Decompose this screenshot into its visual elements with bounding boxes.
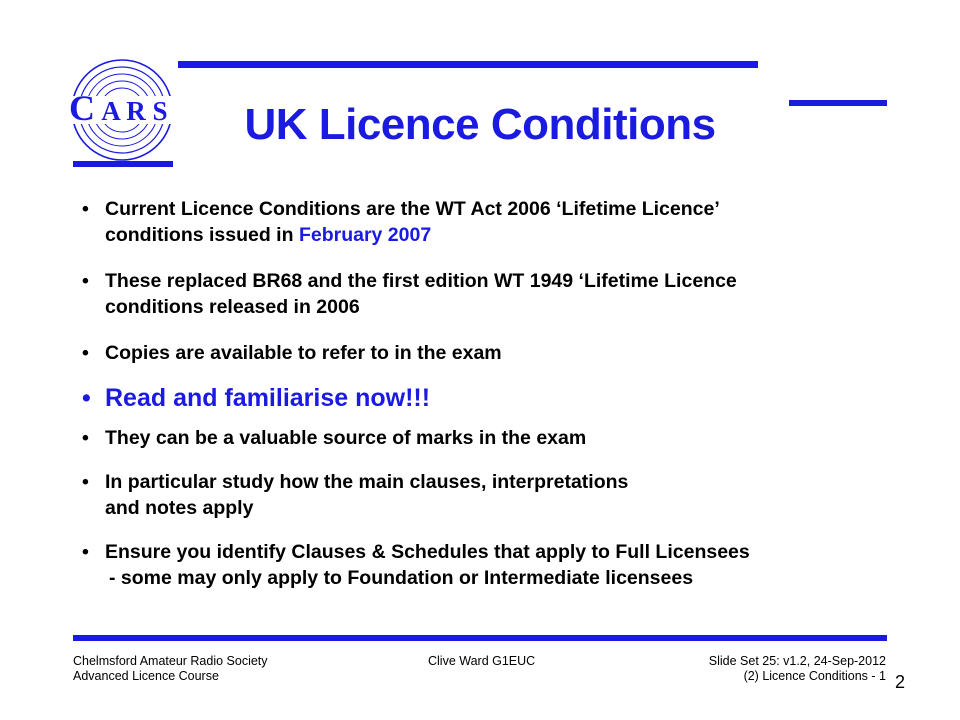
bullet-dot: • — [82, 427, 89, 449]
bullet-item — [82, 196, 942, 248]
bullet-text: Copies are available to refer to in the exam — [105, 342, 502, 364]
header-rule-top — [178, 61, 758, 68]
footer-course: Advanced Licence Course — [73, 669, 219, 683]
bullet-text: These replaced BR68 and the first edition WT 1949 ‘Lifetime Licence — [105, 270, 737, 292]
bullet-item-emphasis — [82, 383, 942, 413]
page-number: 2 — [895, 672, 906, 692]
bullet-dot: • — [82, 270, 89, 292]
bullet-text: Current Licence Conditions are the WT Act 2006 ‘Lifetime Licence’ — [105, 198, 720, 220]
bullet-dot: • — [82, 471, 89, 493]
bullet-list — [82, 196, 942, 591]
bullet-item — [82, 268, 942, 320]
footer-rule — [73, 635, 887, 641]
slide-title: UK Licence Conditions — [244, 100, 716, 149]
bullet-item — [82, 469, 942, 521]
footer-author: Clive Ward G1EUC — [428, 654, 536, 668]
bullet-dot: • — [82, 384, 91, 412]
bullet-text-cont: and notes apply — [105, 497, 254, 519]
bullet-item — [82, 539, 942, 591]
logo-letter-r: R — [126, 96, 146, 126]
bullet-text: Read and familiarise now!!! — [105, 384, 431, 412]
bullet-text-cont: conditions released in 2006 — [105, 296, 360, 318]
footer-right — [660, 654, 886, 684]
footer-slide-set: Slide Set 25: v1.2, 24-Sep-2012 — [708, 654, 886, 668]
bullet-dot: • — [82, 342, 89, 364]
bullet-item — [82, 340, 942, 366]
bullet-dot: • — [82, 198, 89, 220]
logo-letter-a: A — [101, 96, 121, 126]
bullet-dot: • — [82, 541, 89, 563]
bullet-item — [82, 425, 942, 451]
logo-letter-c: C — [69, 88, 95, 128]
bullet-text-cont: - some may only apply to Foundation or Intermediate licensees — [109, 567, 694, 589]
bullet-text-cont: conditions issued in — [105, 224, 299, 246]
bullet-text: Ensure you identify Clauses & Schedules that apply to Full Licensees — [105, 541, 750, 563]
footer-section: (2) Licence Conditions - 1 — [743, 669, 886, 683]
footer-society: Chelmsford Amateur Radio Society — [73, 654, 268, 668]
highlight-date: February 2007 — [298, 224, 432, 246]
bullet-text: They can be a valuable source of marks in the exam — [105, 427, 587, 449]
bullet-text: In particular study how the main clauses, interpretations — [105, 471, 629, 493]
logo-letter-s: S — [152, 96, 168, 126]
footer-left — [73, 654, 268, 684]
